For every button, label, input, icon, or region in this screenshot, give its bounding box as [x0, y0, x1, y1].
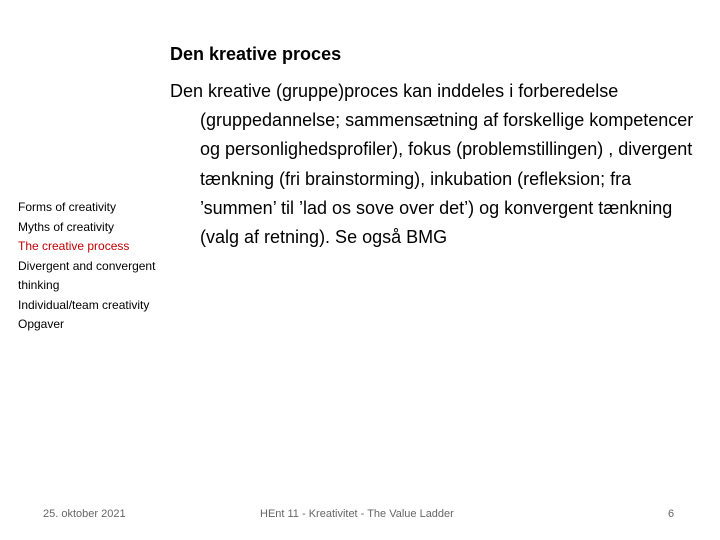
- agenda-item-divergent-convergent: Divergent and convergent thinking: [18, 258, 156, 292]
- body-paragraph: Den kreative (gruppe)proces kan inddeles i forberedelse (gruppedannelse; sammensætning af forskellige kompetencer og personlighedsprofiler), fokus (problemstillingen) , divergent tænkning (fri brainstorming), inkubation (refleksion; fra ’summen’ til ’lad os sove over det’) og konvergent tænkning (valg af retning). Se også BMG: [170, 81, 694, 248]
- slide-title: Den kreative proces: [170, 44, 342, 64]
- agenda-item-forms-of-creativity: Forms of creativity: [18, 200, 117, 214]
- agenda-item-myths-of-creativity: Myths of creativity: [18, 219, 115, 234]
- agenda-item-individual-team: Individual/team creativity: [18, 297, 150, 312]
- slide-body: [170, 77, 710, 252]
- agenda-item-creative-process: The creative process: [18, 239, 130, 253]
- footer-date: 25. oktober 2021: [43, 508, 126, 520]
- slide-agenda-sidebar: [18, 198, 168, 335]
- slide-number: 6: [668, 508, 675, 520]
- footer-title: HEnt 11 - Kreativitet - The Value Ladder: [260, 508, 454, 520]
- agenda-item-opgaver: Opgaver: [18, 317, 65, 331]
